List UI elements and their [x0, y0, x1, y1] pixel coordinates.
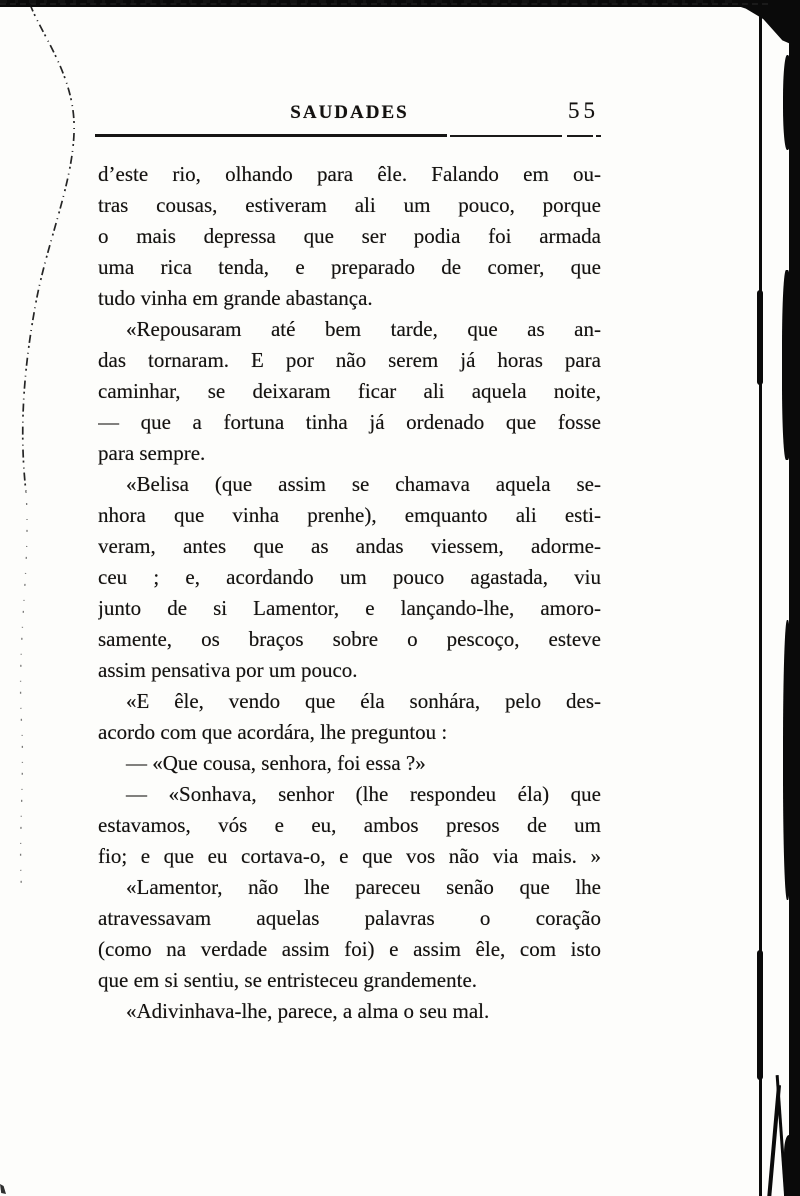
text-line: — «Que cousa, senhora, foi essa ?»	[126, 751, 426, 775]
scan-artifact-page-crease	[0, 0, 130, 900]
text-line: «Lamentor, não lhe pareceu senão que lhe	[126, 875, 601, 899]
scan-artifact-gutter-line-thick	[757, 950, 763, 1080]
header-rule-segment	[95, 134, 447, 137]
paragraph	[98, 872, 601, 996]
paragraph	[98, 779, 601, 872]
text-line: tras cousas, estiveram ali um pouco, porque	[98, 193, 601, 217]
text-line: fio; e que eu cortava-o, e que vos não via mais. »	[98, 844, 601, 868]
text-line: ceu ; e, acordando um pouco agastada, viu	[98, 565, 601, 589]
text-line: o mais depressa que ser podia foi armada	[98, 224, 601, 248]
scan-artifact-bottom-left-mark	[0, 1184, 6, 1194]
scan-artifact-right-edge-blob	[782, 270, 792, 460]
text-line: d’este rio, olhando para êle. Falando em ou-	[98, 162, 601, 186]
text-line: atravessavam aquelas palavras o coração	[98, 906, 601, 930]
text-line: «E êle, vendo que éla sonhára, pelo des-	[126, 689, 601, 713]
text-line: junto de si Lamentor, e lançando-lhe, amoro-	[98, 596, 601, 620]
running-title: SAUDADES	[290, 102, 409, 123]
text-line: assim pensativa por um pouco.	[98, 658, 358, 682]
text-line: «Adivinhava-lhe, parece, a alma o seu mal.	[126, 999, 490, 1023]
scan-artifact-right-edge-blob	[783, 55, 792, 150]
paragraph	[98, 996, 601, 1027]
scan-artifact-right-edge-blob	[783, 620, 792, 900]
text-line: estavamos, vós e eu, ambos presos de um	[98, 813, 601, 837]
paragraph	[98, 686, 601, 748]
text-line: das tornaram. E por não serem já horas para	[98, 348, 601, 372]
scan-artifact-gutter-line-thick	[757, 290, 763, 385]
header-rule-segment	[596, 135, 601, 137]
text-line: samente, os braços sobre o pescoço, esteve	[98, 627, 601, 651]
paragraph	[98, 314, 601, 469]
scan-artifact-bottom-right-blob	[784, 1135, 800, 1196]
header-rule-segment	[567, 135, 593, 137]
text-line: acordo com que acordára, lhe preguntou :	[98, 720, 448, 744]
paragraph	[98, 748, 601, 779]
text-line: que em si sentiu, se entristeceu grandemente.	[98, 968, 478, 992]
text-line: «Belisa (que assim se chamava aquela se-	[126, 472, 601, 496]
text-line: nhora que vinha prenhe), emquanto ali esti-	[98, 503, 601, 527]
text-line: tudo vinha em grande abastança.	[98, 286, 373, 310]
text-line: uma rica tenda, e preparado de comer, que	[98, 255, 601, 279]
page-number: 55	[568, 98, 599, 123]
paragraph	[98, 469, 601, 686]
text-line: veram, antes que as andas viessem, adorme-	[98, 534, 601, 558]
text-line: — que a fortuna tinha já ordenado que fosse	[98, 410, 601, 434]
text-line: (como na verdade assim foi) e assim êle, com isto	[98, 937, 601, 961]
text-block	[98, 159, 601, 1027]
paragraph	[98, 159, 601, 314]
header-rule-segment	[450, 135, 562, 137]
text-line: — «Sonhava, senhor (lhe respondeu éla) que	[126, 782, 601, 806]
page-header	[98, 100, 601, 132]
text-line: caminhar, se deixaram ficar ali aquela noite,	[98, 379, 601, 403]
text-line: «Repousaram até bem tarde, que as an-	[126, 317, 601, 341]
text-line: para sempre.	[98, 441, 206, 465]
scan-artifact-right-edge-band	[789, 0, 800, 1196]
